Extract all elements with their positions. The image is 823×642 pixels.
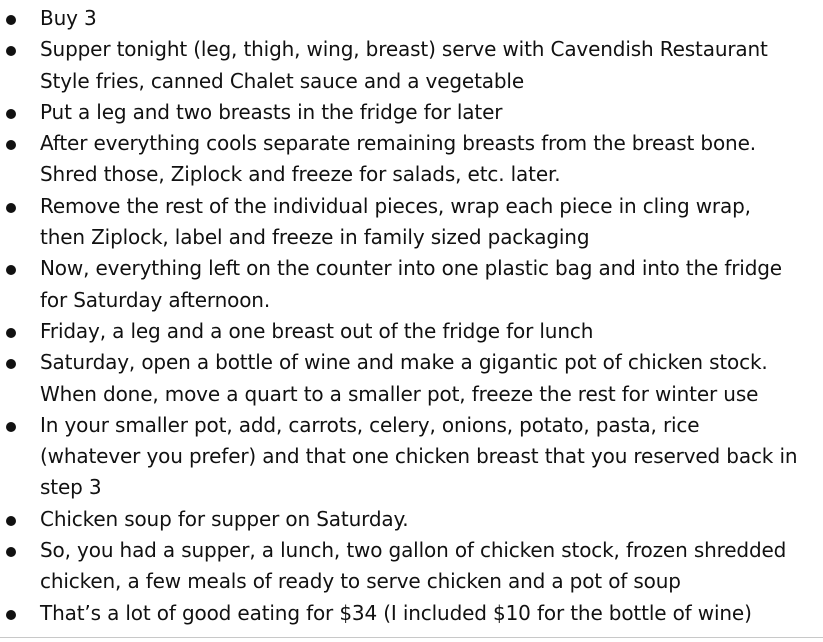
bullet-icon (6, 359, 16, 369)
list-item-line: Supper tonight (leg, thigh, wing, breast) serve with Cavendish Restaurant (40, 37, 768, 62)
bullet-icon (6, 203, 16, 213)
bullet-icon (6, 516, 16, 526)
list-item (0, 316, 823, 347)
list-item-line: step 3 (40, 475, 102, 500)
list-item-line: When done, move a quart to a smaller pot, freeze the rest for winter use (40, 381, 759, 406)
list-item (0, 598, 823, 629)
bullet-icon (6, 265, 16, 275)
list-item-line: then Ziplock, label and freeze in family sized packaging (40, 225, 590, 250)
list-item-line: Remove the rest of the individual pieces, wrap each piece in cling wrap, (40, 193, 751, 218)
list-item-line: Chicken soup for supper on Saturday. (40, 506, 409, 531)
list-item (0, 34, 823, 97)
list-item (0, 128, 823, 191)
bullet-icon (6, 15, 16, 25)
list-item-line: Shred those, Ziplock and freeze for salads, etc. later. (40, 162, 561, 187)
list-item-line: chicken, a few meals of ready to serve chicken and a pot of soup (40, 569, 681, 594)
list-item-line: for Saturday afternoon. (40, 287, 271, 312)
list-item (0, 191, 823, 254)
list-item (0, 3, 823, 34)
bullet-icon (6, 422, 16, 432)
list-item-line: (whatever you prefer) and that one chicken breast that you reserved back in (40, 444, 798, 469)
bottom-divider (0, 637, 823, 638)
list-item (0, 97, 823, 128)
list-item-line: Friday, a leg and a one breast out of the fridge for lunch (40, 318, 594, 343)
list-item-line: Buy 3 (40, 6, 97, 30)
bullet-icon (6, 46, 16, 56)
list-item-line: After everything cools separate remaining breasts from the breast bone. (40, 131, 756, 156)
bullet-icon (6, 610, 16, 620)
bullet-icon (6, 140, 16, 150)
list-item (0, 535, 823, 598)
list-item-line: Now, everything left on the counter into one plastic bag and into the fridge (40, 256, 782, 281)
list-item-line: In your smaller pot, add, carrots, celery, onions, potato, pasta, rice (40, 412, 700, 437)
list-item-line: That’s a lot of good eating for $34 (I included $10 for the bottle of wine) (40, 600, 752, 625)
bullet-icon (6, 109, 16, 119)
list-item-line: Saturday, open a bottle of wine and make a gigantic pot of chicken stock. (40, 350, 768, 375)
list-item (0, 410, 823, 504)
bullet-icon (6, 547, 16, 557)
bullet-list (0, 3, 823, 629)
list-item-line: So, you had a supper, a lunch, two gallon of chicken stock, frozen shredded (40, 538, 787, 563)
list-item (0, 253, 823, 316)
document-body (0, 3, 823, 635)
bullet-icon (6, 328, 16, 338)
list-item-line: Style fries, canned Chalet sauce and a vegetable (40, 68, 524, 93)
list-item (0, 347, 823, 410)
list-item (0, 504, 823, 535)
list-item-line: Put a leg and two breasts in the fridge for later (40, 99, 503, 124)
